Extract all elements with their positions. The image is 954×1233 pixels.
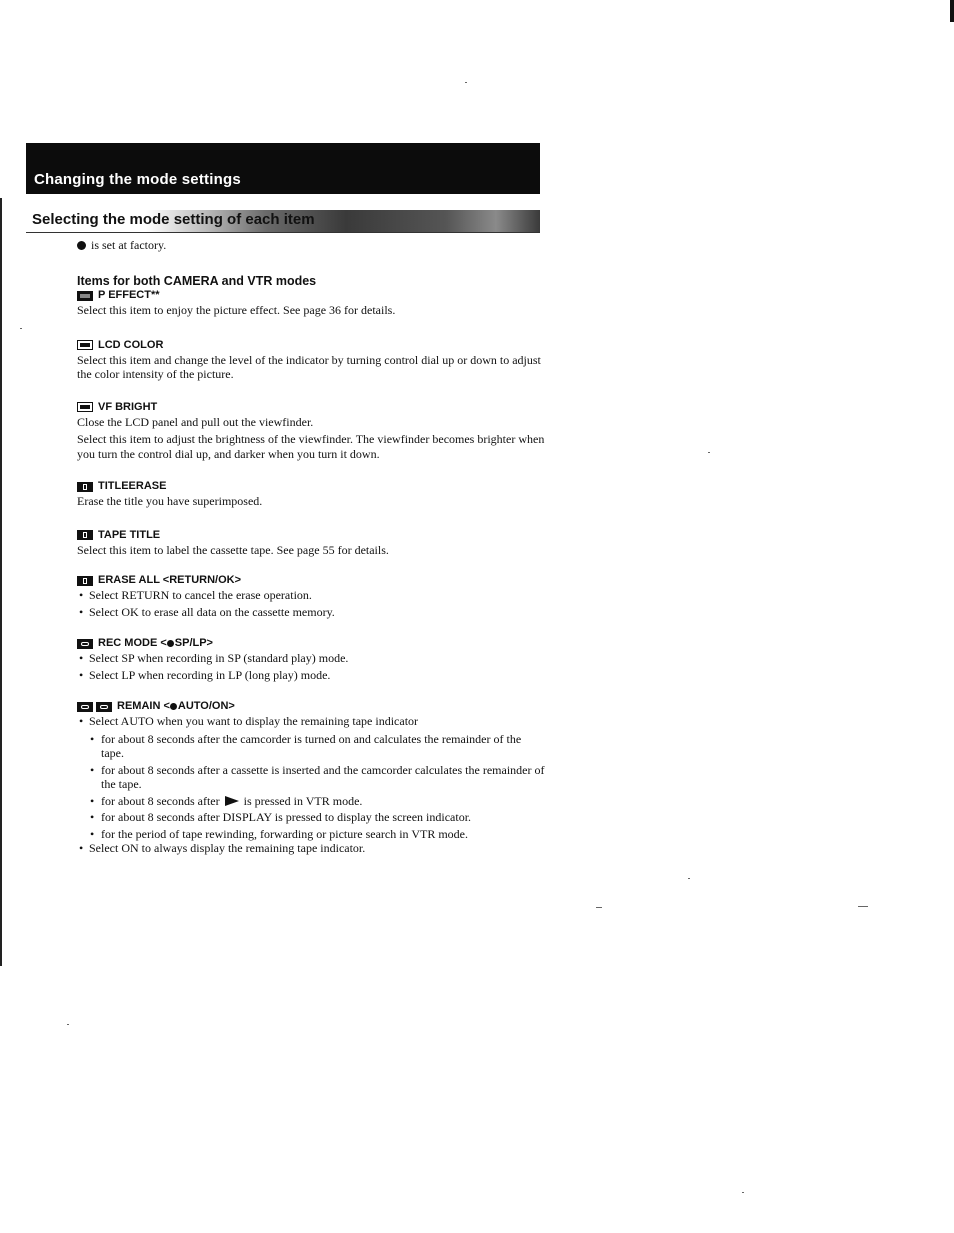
- page-content: [77, 238, 547, 856]
- item-title: [77, 528, 547, 543]
- list-item: • Select LP when recording in LP (long play) mode.: [77, 668, 547, 683]
- item-title-text: LCD COLOR: [98, 338, 164, 351]
- list-item-text: Select AUTO when you want to display the remaining tape indicator: [89, 714, 419, 728]
- item-remain: [77, 699, 547, 856]
- camera-vtr-mode-icon: [96, 702, 112, 712]
- cassette-memory-icon: [77, 576, 93, 586]
- filled-dot-icon: [167, 640, 174, 647]
- item-title: [77, 338, 547, 353]
- item-description: Close the LCD panel and pull out the viewfinder.: [77, 414, 314, 429]
- item-title: [77, 288, 547, 303]
- item-title: [77, 636, 547, 651]
- item-title-text: TAPE TITLE: [98, 528, 161, 541]
- item-title-text: VF BRIGHT: [98, 400, 158, 413]
- item-description: Select this item to label the cassette tape. See page 55 for details.: [77, 542, 389, 557]
- list-item: [77, 714, 547, 841]
- list-item: • Select RETURN to cancel the erase operation.: [77, 588, 547, 603]
- item-tape-title: [77, 528, 547, 558]
- item-title: [77, 479, 547, 494]
- item-erase-all: [77, 573, 547, 619]
- vtr-mode-icon: [77, 639, 93, 649]
- sub-list-item: • for the period of tape rewinding, forwarding or picture search in VTR mode.: [77, 827, 547, 842]
- scan-speck: [688, 878, 690, 879]
- subsection-title: Selecting the mode setting of each item: [32, 211, 315, 228]
- item-bullet-list: [77, 651, 547, 682]
- item-description: Select this item to adjust the brightness of the viewfinder. The viewfinder becomes brighter when you turn the control dial up, and darker when you turn it down.: [77, 432, 545, 461]
- subsection-header: [26, 210, 540, 233]
- factory-note-text: is set at factory.: [91, 238, 167, 252]
- item-vf-bright: [77, 400, 547, 462]
- left-margin-rule: [0, 198, 2, 966]
- cassette-memory-icon: [77, 482, 93, 492]
- item-title-text: TITLEERASE: [98, 480, 167, 493]
- play-icon: [225, 796, 239, 806]
- list-item: • Select SP when recording in SP (standard play) mode.: [77, 651, 547, 666]
- item-titleerase: [77, 479, 547, 509]
- item-description: Select this item and change the level of the indicator by turning control dial up or down to adjust the color intensity of the picture.: [77, 352, 541, 381]
- filled-dot-icon: [77, 241, 86, 250]
- item-lcd-color: [77, 338, 547, 382]
- lcd-icon: [77, 402, 93, 412]
- item-p-effect: [77, 288, 547, 318]
- sub-list-item: • for about 8 seconds after the camcorder is turned on and calculates the remainder of the tape.: [77, 732, 547, 761]
- item-title-suffix: AUTO/ON>: [177, 700, 235, 713]
- camera-mode-icon: [77, 291, 93, 301]
- item-bullet-list: [77, 714, 547, 856]
- section-banner: [26, 143, 540, 194]
- list-item-text: for about 8 seconds after: [101, 793, 220, 808]
- sub-bullet-list: [77, 732, 547, 842]
- list-item: • Select OK to erase all data on the cassette memory.: [77, 605, 547, 620]
- sub-list-item: [77, 794, 547, 809]
- item-description: Erase the title you have superimposed.: [77, 494, 263, 508]
- item-title: [77, 400, 547, 415]
- lcd-icon: [77, 340, 93, 350]
- factory-note: [77, 238, 547, 253]
- scan-speck: [67, 1024, 69, 1025]
- scan-speck: [465, 82, 467, 83]
- scan-speck: [742, 1192, 744, 1193]
- item-title-text: ERASE ALL <RETURN/OK>: [98, 574, 242, 587]
- list-item: • Select ON to always display the remaining tape indicator.: [77, 841, 547, 856]
- item-title-suffix: SP/LP>: [174, 637, 213, 650]
- scan-speck: [708, 452, 710, 453]
- sub-list-item: • for about 8 seconds after DISPLAY is pressed to display the screen indicator.: [77, 810, 547, 825]
- filled-dot-icon: [170, 703, 177, 710]
- item-title-text: P EFFECT**: [98, 289, 160, 302]
- group-title: Items for both CAMERA and VTR modes: [77, 273, 317, 288]
- item-title-prefix: REMAIN <: [117, 700, 170, 713]
- scan-speck: [858, 906, 868, 907]
- section-title: Changing the mode settings: [34, 171, 241, 188]
- scan-speck: [596, 907, 602, 908]
- item-description: Select this item to enjoy the picture effect. See page 36 for details.: [77, 303, 396, 317]
- vtr-mode-icon: [77, 702, 93, 712]
- item-rec-mode: [77, 636, 547, 682]
- item-title: [77, 573, 547, 588]
- item-title: [77, 699, 547, 714]
- scan-speck: [20, 328, 22, 329]
- sub-list-item: • for about 8 seconds after a cassette is inserted and the camcorder calculates the remainder of the tape.: [77, 763, 547, 792]
- item-title-prefix: REC MODE <: [98, 637, 167, 650]
- list-item-text: is pressed in VTR mode.: [243, 793, 363, 808]
- item-bullet-list: [77, 588, 547, 619]
- page-edge-mark: [950, 0, 954, 22]
- cassette-memory-icon: [77, 530, 93, 540]
